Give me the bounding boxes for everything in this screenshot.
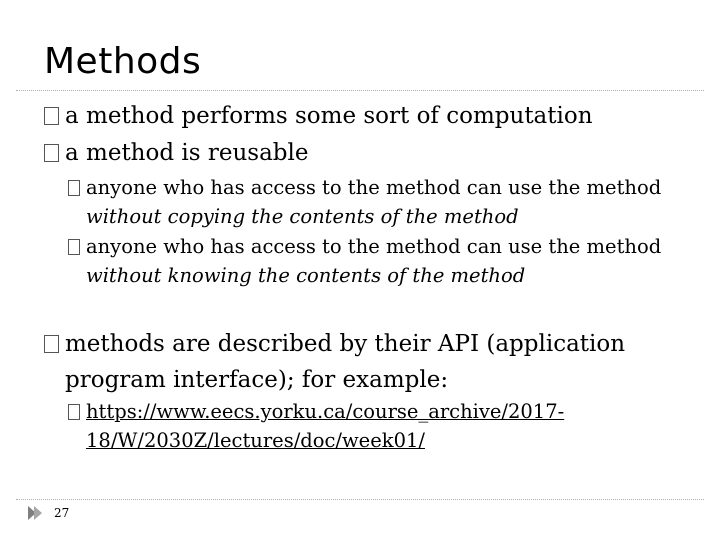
sub-bullet-item-link	[68, 397, 708, 455]
bullet-item-reusable	[44, 135, 684, 171]
slide-title: Methods	[44, 41, 202, 82]
bullet-text: methods are described by their API (application	[65, 331, 626, 357]
square-bullet-icon	[68, 180, 80, 196]
square-bullet-icon	[44, 335, 59, 353]
bullet-item-api	[44, 326, 684, 398]
bullet-item-computation	[44, 98, 684, 134]
sub-bullet-continuation: without knowing the contents of the method	[86, 264, 526, 287]
square-bullet-icon	[68, 239, 80, 255]
sub-bullet-text: anyone who has access to the method can use the method	[86, 235, 662, 258]
sub-bullet-continuation: without copying the contents of the method	[86, 205, 519, 228]
sub-bullet-text: anyone who has access to the method can use the method	[86, 176, 662, 199]
course-link[interactable]: https://www.eecs.yorku.ca/course_archive/2017-	[86, 400, 565, 423]
square-bullet-icon	[68, 404, 80, 420]
page-number: 27	[54, 506, 70, 520]
top-divider	[16, 90, 704, 91]
course-link-continuation[interactable]: 18/W/2030Z/lectures/doc/week01/	[86, 429, 425, 452]
square-bullet-icon	[44, 107, 59, 125]
footer-arrow-icon	[26, 505, 44, 521]
bullet-text-continuation: program interface); for example:	[65, 367, 449, 393]
sub-bullet-item-copying	[68, 173, 708, 231]
square-bullet-icon	[44, 144, 59, 162]
sub-bullet-item-knowing	[68, 232, 708, 290]
bullet-text: a method is reusable	[65, 140, 309, 166]
bottom-divider	[16, 499, 704, 500]
bullet-text: a method performs some sort of computation	[65, 103, 593, 129]
